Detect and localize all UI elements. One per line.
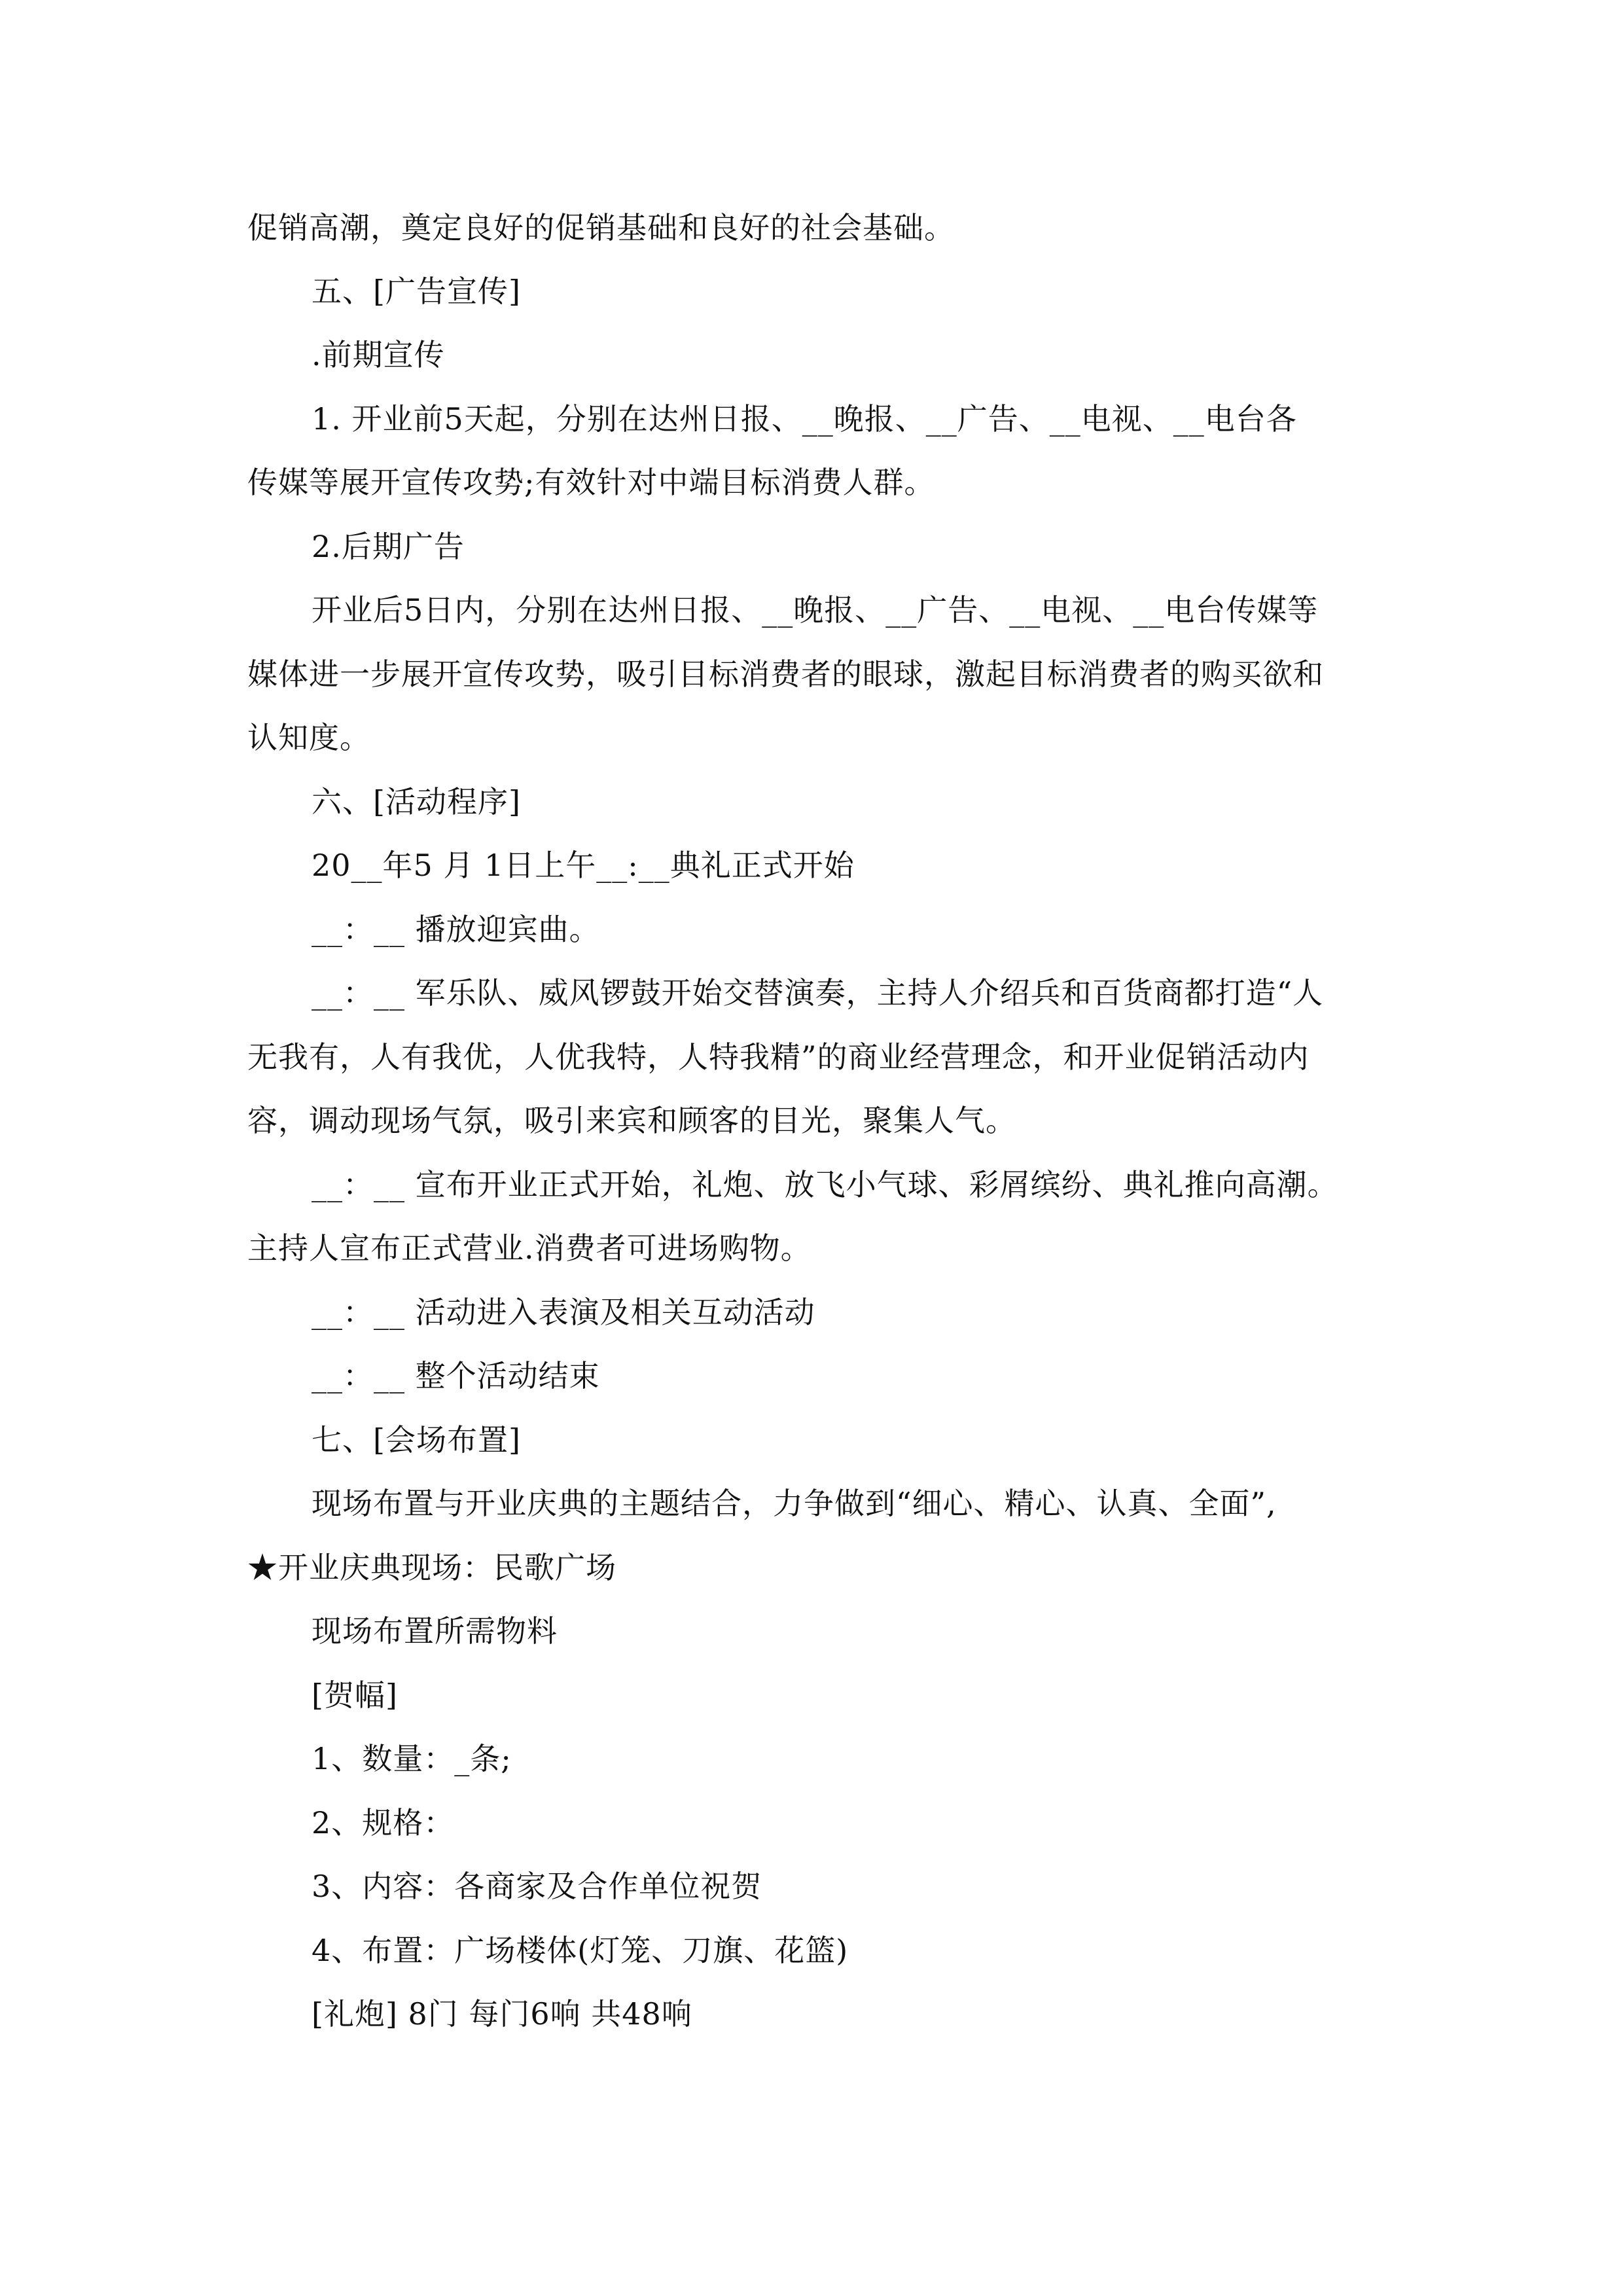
subheading-materials: 现场布置所需物料 — [312, 1613, 558, 1649]
schedule-item: __：__ 军乐队、威风锣鼓开始交替演奏，主持人介绍兵和百货商都打造“人 — [312, 975, 1324, 1011]
list-item: 2、规格： — [312, 1805, 455, 1840]
schedule-item: __：__ 整个活动结束 — [312, 1358, 600, 1393]
paragraph-line: 促销高潮，奠定良好的促销基础和良好的社会基础。 — [247, 210, 955, 245]
list-item: 1、数量：_条; — [312, 1741, 512, 1776]
section-heading-advertising: 五、[广告宣传] — [312, 274, 521, 309]
section-heading-venue: 七、[会场布置] — [312, 1422, 521, 1458]
paragraph-line: 容，调动现场气氛，吸引来宾和顾客的目光，聚集人气。 — [247, 1103, 1016, 1138]
section-heading-program: 六、[活动程序] — [312, 784, 521, 819]
subheading-early-promotion: .前期宣传 — [312, 337, 445, 372]
venue-location-line: ★开业庆典现场：民歌广场 — [247, 1550, 616, 1585]
paragraph-line: 开业后5日内，分别在达州日报、__晚报、__广告、__电视、__电台传媒等 — [312, 592, 1319, 628]
paragraph-line: 主持人宣布正式营业.消费者可进场购物。 — [247, 1230, 812, 1266]
list-item: 3、内容：各商家及合作单位祝贺 — [312, 1869, 762, 1904]
paragraph-line: 现场布置与开业庆典的主题结合，力争做到“细心、精心、认真、全面”, — [312, 1486, 1277, 1521]
schedule-item: __：__ 播放迎宾曲。 — [312, 912, 600, 947]
paragraph-line: 1. 开业前5天起，分别在达州日报、__晚报、__广告、__电视、__电台各 — [312, 401, 1297, 437]
schedule-item: __：__ 宣布开业正式开始，礼炮、放飞小气球、彩屑缤纷、典礼推向高潮。 — [312, 1167, 1338, 1202]
list-item: 4、布置：广场楼体(灯笼、刀旗、花篮) — [312, 1933, 849, 1968]
subheading-banners: [贺幅] — [312, 1677, 398, 1713]
paragraph-line: 无我有，人有我优，人优我特，人特我精”的商业经营理念，和开业促销活动内 — [247, 1039, 1310, 1075]
paragraph-line: 认知度。 — [247, 720, 370, 755]
schedule-date-line: 20__年5 月 1日上午__:__典礼正式开始 — [312, 848, 855, 883]
salute-cannon-line: [礼炮] 8门 每门6响 共48响 — [312, 1996, 692, 2032]
subheading-later-ads: 2.后期广告 — [312, 529, 465, 564]
schedule-item: __：__ 活动进入表演及相关互动活动 — [312, 1295, 815, 1330]
paragraph-line: 媒体进一步展开宣传攻势，吸引目标消费者的眼球，激起目标消费者的购买欲和 — [247, 656, 1324, 692]
paragraph-line: 传媒等展开宣传攻势;有效针对中端目标消费人群。 — [247, 465, 935, 500]
